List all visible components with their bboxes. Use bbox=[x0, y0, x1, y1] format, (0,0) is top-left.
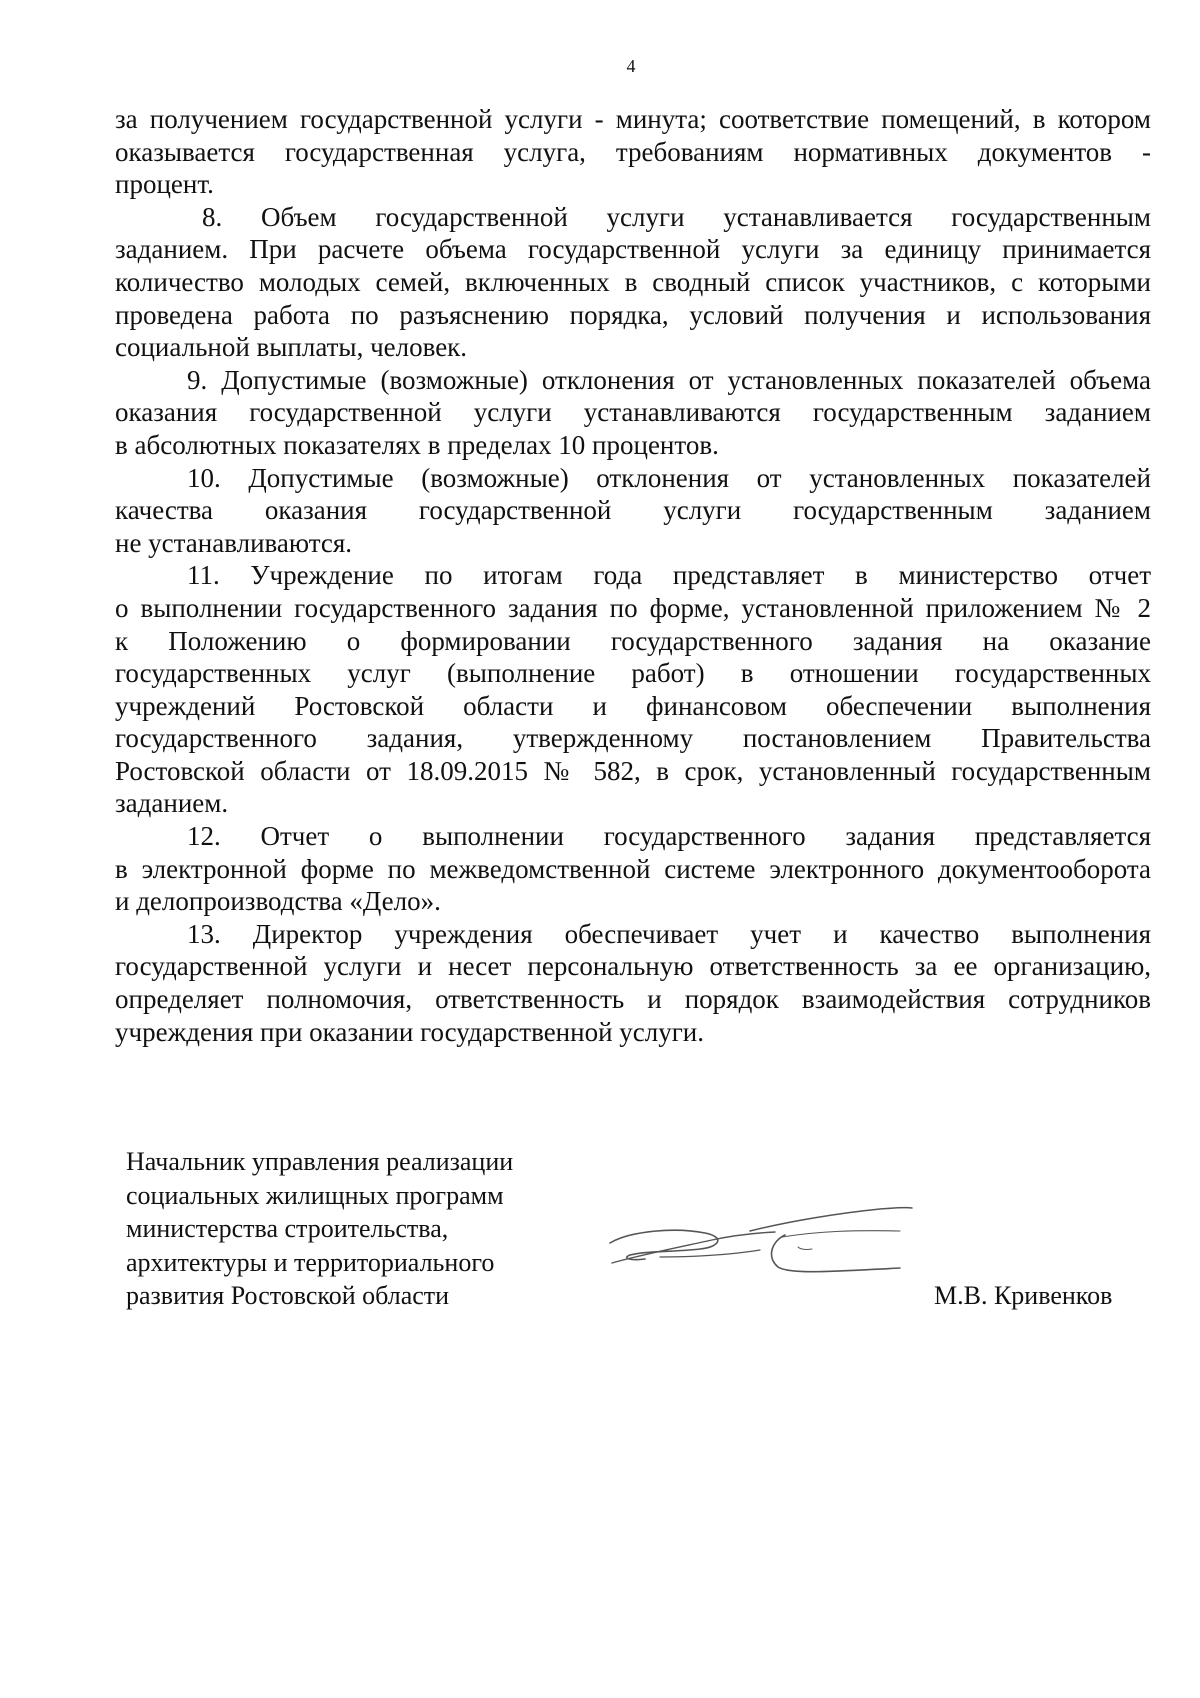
paragraph-12-start: 12. Отчет о выполнении государственного задания представляется bbox=[187, 821, 1151, 852]
body-line: государственного задания, утвержденному постановлением Правительства bbox=[115, 723, 1151, 754]
page-number: 4 bbox=[626, 56, 636, 76]
body-line: учреждения при оказании государственной услуги. bbox=[115, 1016, 705, 1047]
paragraph-10-start: 10. Допустимые (возможные) отклонения от установленных показателей bbox=[187, 462, 1151, 493]
signer-title-line: социальных жилищных программ bbox=[126, 1180, 504, 1210]
body-line: не устанавливаются. bbox=[115, 527, 353, 558]
signer-title bbox=[126, 1145, 513, 1313]
body-line: Ростовской области от 18.09.2015 № 582, в срок, установленный государственным bbox=[115, 755, 1151, 786]
body-line: процент. bbox=[115, 169, 214, 200]
signer-name: М.В. Кривенков bbox=[934, 1281, 1113, 1310]
body-line: социальной выплаты, человек. bbox=[115, 332, 468, 363]
paragraph-11-start: 11. Учреждение по итогам года представляет в министерство отчет bbox=[187, 560, 1151, 591]
body-line: к Положению о формировании государственного задания на оказание bbox=[115, 625, 1151, 656]
paragraph-8-start: 8. Объем государственной услуги устанавливается государственным bbox=[202, 201, 1151, 232]
signer-title-line: Начальник управления реализации bbox=[126, 1147, 514, 1176]
body-line: учреждений Ростовской области и финансовом обеспечении выполнения bbox=[115, 690, 1151, 721]
document-body bbox=[115, 103, 1151, 1048]
body-line: качества оказания государственной услуги государственным заданием bbox=[115, 495, 1151, 526]
handwritten-signature bbox=[600, 1195, 920, 1295]
signer-title-line: архитектуры и территориального bbox=[126, 1247, 495, 1277]
body-line: оказывается государственная услуга, требованиям нормативных документов - bbox=[115, 136, 1151, 167]
body-line: заданием. При расчете объема государственной услуги за единицу принимается bbox=[115, 234, 1151, 265]
body-line: государственной услуги и несет персональную ответственность за ее организацию, bbox=[115, 951, 1151, 982]
paragraph-9-start: 9. Допустимые (возможные) отклонения от установленных показателей объема bbox=[187, 364, 1151, 395]
body-line: количество молодых семей, включенных в сводный список участников, с которыми bbox=[115, 266, 1151, 297]
body-line: и делопроизводства «Дело». bbox=[115, 886, 441, 917]
body-line: государственных услуг (выполнение работ) в отношении государственных bbox=[115, 658, 1151, 689]
body-line: в абсолютных показателях в пределах 10 процентов. bbox=[115, 429, 719, 460]
signer-title-line: развития Ростовской области bbox=[126, 1281, 450, 1310]
body-line: в электронной форме по межведомственной системе электронного документооборота bbox=[115, 853, 1151, 884]
body-line: оказания государственной услуги устанавливаются государственным заданием bbox=[115, 397, 1151, 428]
body-line: проведена работа по разъяснению порядка, условий получения и использования bbox=[115, 299, 1151, 330]
body-line: заданием. bbox=[115, 788, 229, 819]
body-line: о выполнении государственного задания по форме, установленной приложением № 2 bbox=[115, 592, 1151, 623]
body-line: за получением государственной услуги - минута; соответствие помещений, в котором bbox=[115, 104, 1151, 134]
signer-title-line: министерства строительства, bbox=[126, 1214, 449, 1243]
paragraph-13-start: 13. Директор учреждения обеспечивает учет и качество выполнения bbox=[187, 918, 1151, 949]
body-line: определяет полномочия, ответственность и порядок взаимодействия сотрудников bbox=[115, 984, 1151, 1015]
